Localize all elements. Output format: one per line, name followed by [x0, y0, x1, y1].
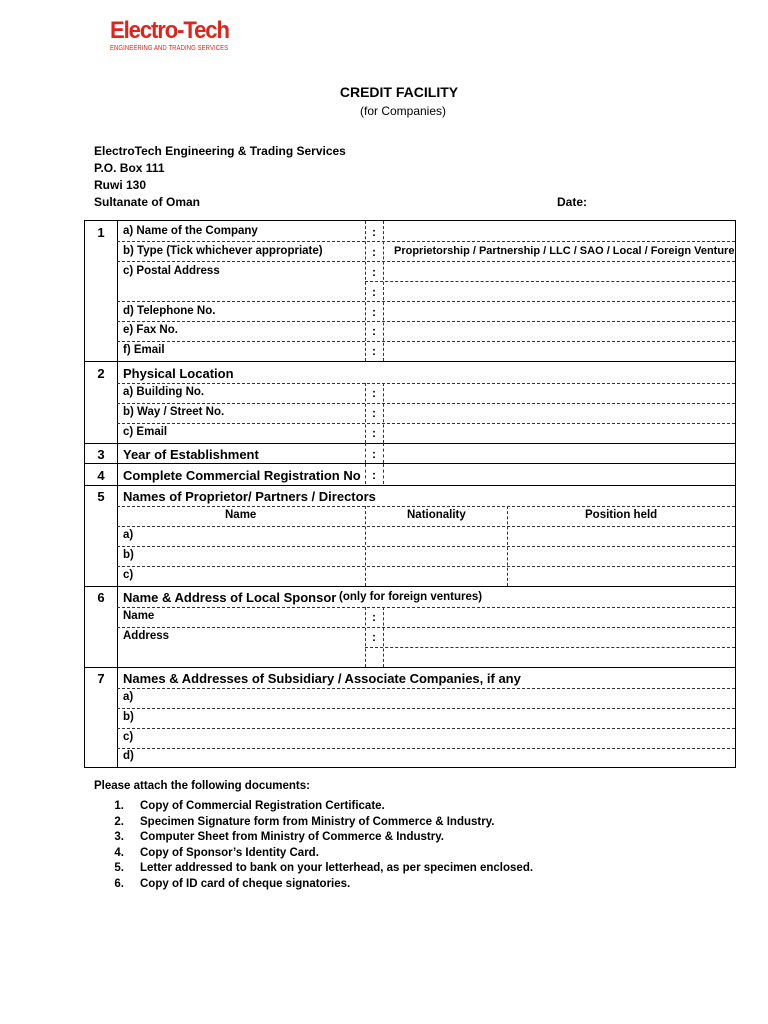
- document-item: Computer Sheet from Ministry of Commerce & Industry.: [140, 831, 444, 843]
- colon: :: [372, 245, 376, 259]
- document-item: Letter addressed to bank on your letterhead, as per specimen enclosed.: [140, 862, 534, 874]
- document-number: 6.: [114, 878, 124, 890]
- document-item: Copy of Commercial Registration Certificate.: [140, 800, 385, 812]
- colon: :: [372, 406, 376, 420]
- colon: :: [372, 468, 376, 482]
- colon: :: [372, 324, 376, 338]
- colon: :: [372, 344, 376, 358]
- company-logo: Electro-Tech: [110, 17, 229, 44]
- company-type-options[interactable]: Proprietorship / Partnership / LLC / SAO / Local / Foreign Venture: [394, 245, 735, 257]
- section-6-number: 6: [97, 590, 105, 605]
- number-column-divider: [117, 221, 118, 767]
- date-label: Date:: [557, 195, 588, 209]
- colon: :: [372, 285, 376, 299]
- address-line-2: P.O. Box 111: [94, 161, 165, 175]
- colon: :: [372, 610, 376, 624]
- address-line-1: ElectroTech Engineering & Trading Services: [94, 144, 346, 158]
- section-2-number: 2: [97, 366, 105, 381]
- directors-heading: Names of Proprietor/ Partners / Directors: [123, 489, 376, 504]
- director-row-c: c): [123, 569, 134, 581]
- document-number: 4.: [114, 847, 124, 859]
- column-nationality-header: Nationality: [407, 509, 466, 521]
- colon: :: [372, 305, 376, 319]
- document-item: Specimen Signature form from Ministry of Commerce & Industry.: [140, 816, 495, 828]
- local-sponsor-note: (only for foreign ventures): [339, 591, 483, 603]
- email-label-1: f) Email: [123, 344, 165, 356]
- subsidiaries-heading: Names & Addresses of Subsidiary / Associate Companies, if any: [123, 671, 521, 686]
- section-4-number: 4: [97, 468, 105, 483]
- director-row-b: b): [123, 549, 134, 561]
- colon: :: [372, 426, 376, 440]
- colon: :: [372, 386, 376, 400]
- year-of-establishment-label: Year of Establishment: [123, 447, 259, 462]
- subsidiary-row-b: b): [123, 711, 134, 723]
- physical-location-heading: Physical Location: [123, 366, 234, 381]
- building-no-label: a) Building No.: [123, 386, 205, 398]
- telephone-label: d) Telephone No.: [123, 305, 216, 317]
- director-row-a: a): [123, 529, 134, 541]
- address-line-4: Sultanate of Oman: [94, 195, 201, 209]
- section-7-number: 7: [97, 671, 105, 686]
- company-tagline: ENGINEERING AND TRADING SERVICES: [110, 45, 229, 52]
- documents-heading: Please attach the following documents:: [94, 780, 310, 792]
- sponsor-name-label: Name: [123, 610, 155, 622]
- subsidiary-row-c: c): [123, 731, 134, 743]
- commercial-registration-label: Complete Commercial Registration No: [123, 468, 361, 483]
- postal-address-label: c) Postal Address: [123, 265, 220, 277]
- address-line-3: Ruwi 130: [94, 178, 147, 192]
- section-1-number: 1: [97, 225, 105, 240]
- section-5-number: 5: [97, 489, 105, 504]
- column-position-header: Position held: [585, 509, 658, 521]
- fax-label: e) Fax No.: [123, 324, 178, 336]
- street-no-label: b) Way / Street No.: [123, 406, 225, 418]
- document-number: 2.: [114, 816, 124, 828]
- document-number: 5.: [114, 862, 124, 874]
- document-item: Copy of Sponsor’s Identity Card.: [140, 847, 319, 859]
- document-number: 1.: [114, 800, 124, 812]
- section-3-number: 3: [97, 447, 105, 462]
- sponsor-address-label: Address: [123, 630, 170, 642]
- column-name-header: Name: [225, 509, 257, 521]
- company-type-label: b) Type (Tick whichever appropriate): [123, 245, 323, 257]
- document-item: Copy of ID card of cheque signatories.: [140, 878, 351, 890]
- form-subtitle: (for Companies): [359, 104, 447, 118]
- company-name-label: a) Name of the Company: [123, 225, 258, 237]
- document-number: 3.: [114, 831, 124, 843]
- local-sponsor-heading: Name & Address of Local Sponsor: [123, 590, 337, 605]
- colon: :: [372, 225, 376, 239]
- subsidiary-row-a: a): [123, 691, 134, 703]
- colon: :: [372, 265, 376, 279]
- form-title: CREDIT FACILITY: [339, 84, 459, 100]
- email-label-2: c) Email: [123, 426, 168, 438]
- subsidiary-row-d: d): [123, 750, 134, 762]
- colon: :: [372, 630, 376, 644]
- credit-form-table: [84, 220, 736, 768]
- colon: :: [372, 447, 376, 461]
